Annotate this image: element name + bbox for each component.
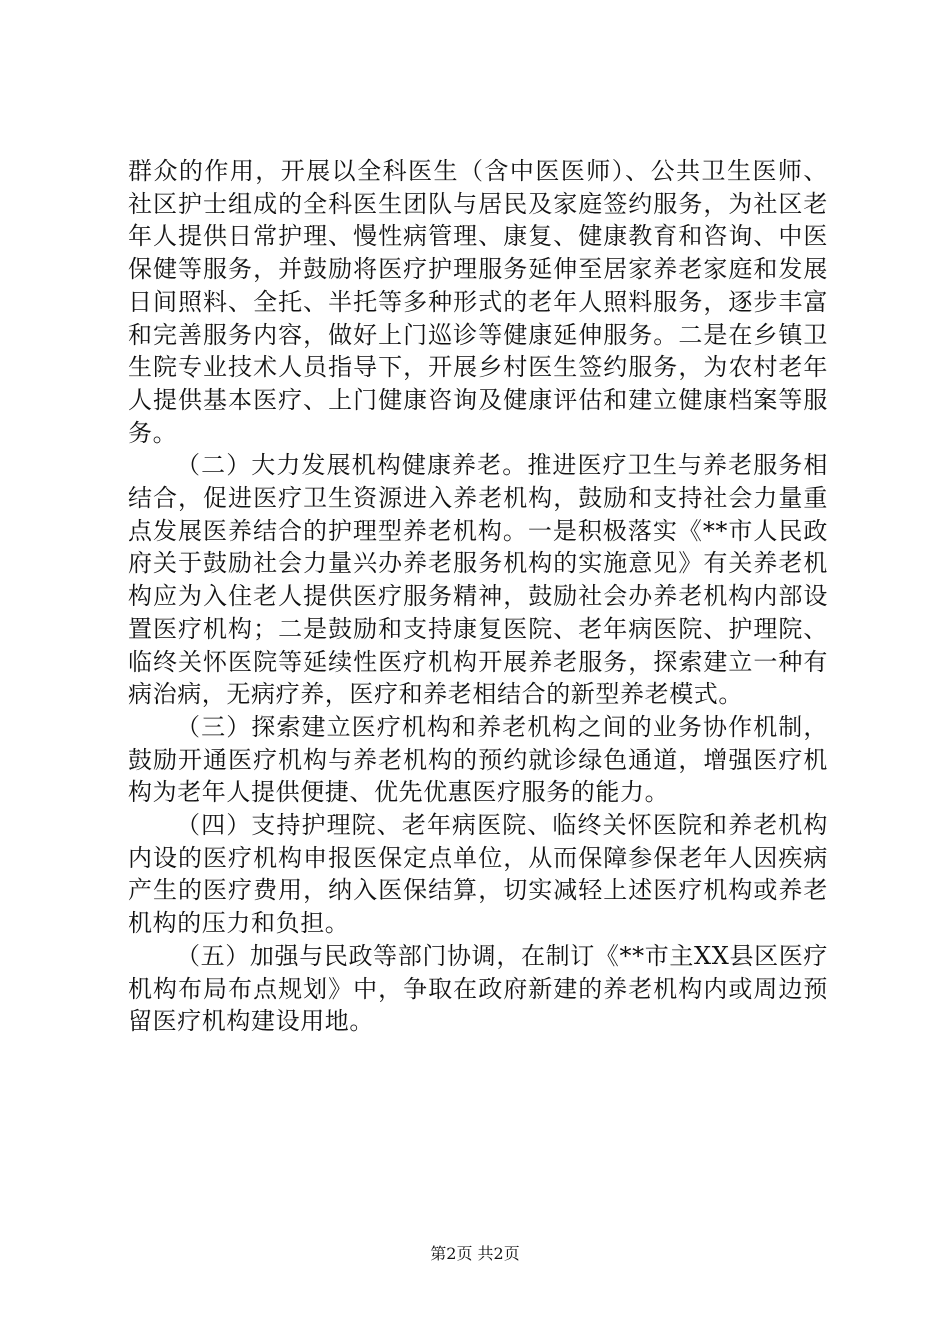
paragraph-section-3: （三）探索建立医疗机构和养老机构之间的业务协作机制，鼓励开通医疗机构与养老机构的预约就诊绿色通道，增强医疗机构为老年人提供便捷、优先优惠医疗服务的能力。 [128,712,828,807]
paragraph-section-2: （二）大力发展机构健康养老。推进医疗卫生与养老服务相结合，促进医疗卫生资源进入养老机构，鼓励和支持社会力量重点发展医养结合的护理型养老机构。一是积极落实《**市人民政府关于鼓励社会力量兴办养老服务机构的实施意见》有关养老机构应为入住老人提供医疗服务精神，鼓励社会办养老机构内部设置医疗机构；二是鼓励和支持康复医院、老年病医院、护理院、临终关怀医院等延续性医疗机构开展养老服务，探索建立一种有病治病，无病疗养，医疗和养老相结合的新型养老模式。 [128,451,828,709]
page-number-label: 第2页 共2页 [430,1244,520,1263]
paragraph-continuation: 群众的作用，开展以全科医生（含中医医师）、公共卫生医师、社区护士组成的全科医生团队与居民及家庭签约服务，为社区老年人提供日常护理、慢性病管理、康复、健康教育和咨询、中医保健等服务，并鼓励将医疗护理服务延伸至居家养老家庭和发展日间照料、全托、半托等多种形式的老年人照料服务，逐步丰富和完善服务内容，做好上门巡诊等健康延伸服务。二是在乡镇卫生院专业技术人员指导下，开展乡村医生签约服务，为农村老年人提供基本医疗、上门健康咨询及健康评估和建立健康档案等服务。 [128,157,828,447]
page-footer [0,1244,950,1264]
paragraph-section-4: （四）支持护理院、老年病医院、临终关怀医院和养老机构内设的医疗机构申报医保定点单位，从而保障参保老年人因疾病产生的医疗费用，纳入医保结算，切实减轻上述医疗机构或养老机构的压力和负担。 [128,811,828,938]
paragraph-section-5: （五）加强与民政等部门协调，在制订《**市主XX县区医疗机构布局布点规划》中，争取在政府新建的养老机构内或周边预留医疗机构建设用地。 [128,941,828,1036]
document-body [128,155,828,1038]
